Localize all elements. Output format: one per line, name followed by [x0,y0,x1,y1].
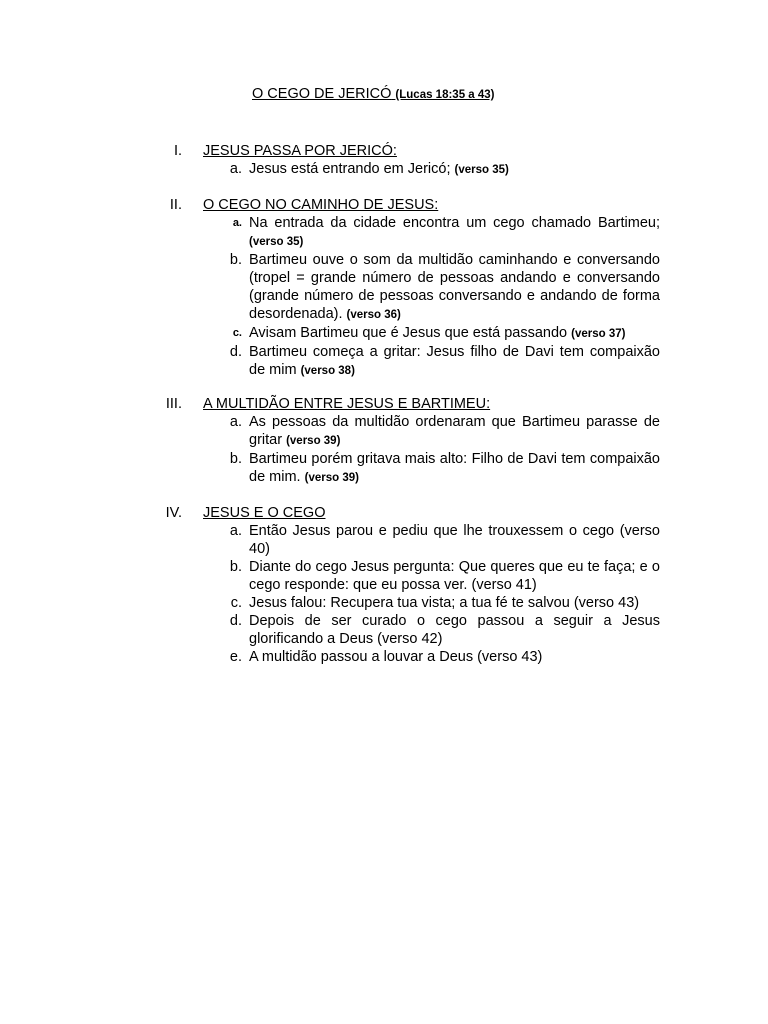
list-item [150,343,660,380]
item-text: As pessoas da multidão ordenaram que Bartimeu parasse de gritar [249,414,660,448]
item-letter: b. [229,252,242,268]
item-letter: c. [230,595,242,611]
item-letter: a. [229,414,242,430]
item-verse: (verso 38) [300,365,355,377]
item-letter: e. [229,649,242,665]
item-text: Avisam Bartimeu que é Jesus que está passando [249,325,568,341]
section-items [150,413,660,487]
item-letter: a. [232,217,242,229]
item-text: Jesus está entrando em Jericó; [249,161,451,177]
list-item [150,612,660,648]
section-heading: JESUS E O CEGO [203,505,326,521]
list-item [150,251,660,324]
list-item [150,450,660,487]
title-reference: (Lucas 18:35 a 43) [395,89,495,101]
section-number: III. [165,396,182,412]
item-text: Bartimeu porém gritava mais alto: Filho de Davi tem compaixão de mim. [249,451,660,485]
list-item [150,413,660,450]
list-item [150,594,660,612]
list-item [150,558,660,594]
section-1 [150,142,660,179]
list-item [150,648,660,666]
list-item [150,522,660,558]
section-number: IV. [165,505,182,521]
document-title [252,86,495,102]
item-text: Depois de ser curado o cego passou a seguir a Jesus glorificando a Deus (verso 42) [249,613,660,647]
item-verse: (verso 35) [454,164,509,176]
item-verse: (verso 35) [249,236,304,248]
item-text: Na entrada da cidade encontra um cego chamado Bartimeu; [249,215,660,231]
item-verse: (verso 37) [571,328,626,340]
section-items [150,522,660,666]
item-text: Diante do cego Jesus pergunta: Que queres que eu te faça; e o cego responde: que eu possa ver. (verso 41) [249,559,660,593]
item-text: Bartimeu começa a gritar: Jesus filho de Davi tem compaixão de mim [249,344,660,378]
section-items [150,214,660,380]
list-item [150,160,660,179]
section-2 [150,196,660,380]
item-letter: b. [229,451,242,467]
list-item [150,324,660,343]
item-letter: d. [229,613,242,629]
item-text: Então Jesus parou e pediu que lhe trouxessem o cego (verso 40) [249,523,660,557]
section-heading: JESUS PASSA POR JERICÓ: [203,143,397,159]
section-number: II. [169,197,182,213]
title-text: O CEGO DE JERICÓ [252,86,392,102]
item-text: A multidão passou a louvar a Deus (verso 43) [249,649,543,665]
section-heading: O CEGO NO CAMINHO DE JESUS: [203,197,439,213]
list-item [150,214,660,251]
section-heading: A MULTIDÃO ENTRE JESUS E BARTIMEU: [203,396,491,412]
item-letter: b. [229,559,242,575]
item-text: Jesus falou: Recupera tua vista; a tua fé te salvou (verso 43) [249,595,640,611]
item-verse: (verso 39) [286,435,341,447]
item-verse: (verso 36) [346,309,401,321]
item-letter: a. [229,161,242,177]
item-text: Bartimeu ouve o som da multidão caminhando e conversando (tropel = grande número de pessoas andando e conversando (grande número de pessoas conversando e andando de forma desordenada). [249,252,660,322]
item-letter: a. [229,523,242,539]
item-letter: d. [229,344,242,360]
section-items [150,160,660,179]
item-verse: (verso 39) [304,472,359,484]
item-letter: c. [232,327,242,339]
section-4 [150,504,660,666]
section-3 [150,395,660,487]
section-number: I. [173,143,182,159]
